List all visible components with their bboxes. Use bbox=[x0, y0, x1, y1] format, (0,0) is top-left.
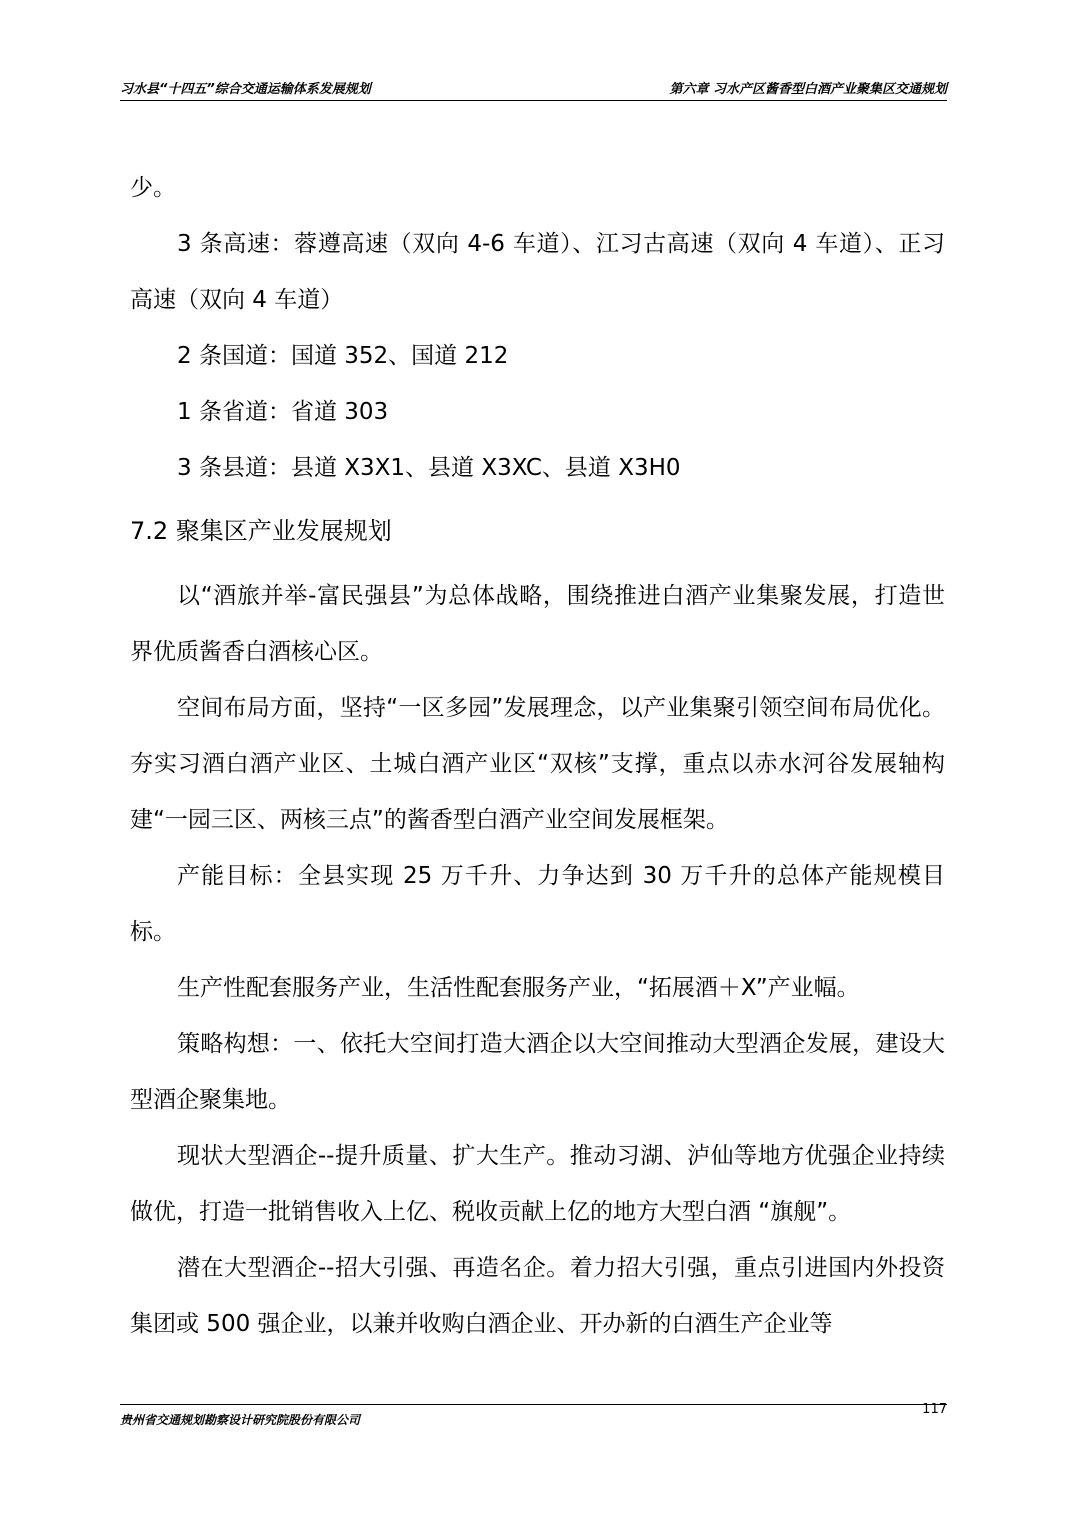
paragraph-continuation: 少。 bbox=[130, 175, 176, 201]
page-footer bbox=[120, 1404, 947, 1429]
header-chapter-title: 第六章 习水产区酱香型白酒产业聚集区交通规划 bbox=[669, 82, 947, 97]
paragraph-provincial-road: 1 条省道：省道 303 bbox=[177, 399, 389, 425]
page-number: 117 bbox=[922, 1402, 947, 1417]
paragraph-existing-enterprises: 现状大型酒企--提升质量、扩大生产。推动习湖、泸仙等地方优强企业持续做优，打造一批销售收入上亿、税收贡献上亿的地方大型白酒 “旗舰”。 bbox=[130, 1143, 945, 1225]
paragraph-capacity-target: 产能目标：全县实现 25 万千升、力争达到 30 万千升的总体产能规模目标。 bbox=[130, 863, 945, 945]
section-heading: 7.2 聚集区产业发展规划 bbox=[130, 517, 392, 545]
paragraph-strategy-concept: 策略构想：一、依托大空间打造大酒企以大空间推动大型酒企发展，建设大型酒企聚集地。 bbox=[130, 1031, 945, 1113]
footer-company: 贵州省交通规划勘察设计研究院股份有限公司 bbox=[120, 1413, 361, 1427]
paragraph-national-roads: 2 条国道：国道 352、国道 212 bbox=[177, 343, 509, 369]
paragraph-spatial-layout: 空间布局方面，坚持“一区多园”发展理念，以产业集聚引领空间布局优化。夯实习酒白酒产业区、土城白酒产业区“双核”支撑，重点以赤水河谷发展轴构建“一园三区、两核三点”的酱香型白酒产业空间发展框架。 bbox=[130, 695, 945, 833]
paragraph-strategy: 以“酒旅并举-富民强县”为总体战略，围绕推进白酒产业集聚发展，打造世界优质酱香白酒核心区。 bbox=[130, 583, 945, 665]
header-document-title: 习水县“十四五”综合交通运输体系发展规划 bbox=[120, 82, 371, 97]
paragraph-supporting-services: 生产性配套服务产业，生活性配套服务产业，“拓展酒＋X”产业幅。 bbox=[177, 975, 860, 1001]
paragraph-expressways: 3 条高速：蓉遵高速（双向 4-6 车道）、江习古高速（双向 4 车道）、正习高速（双向 4 车道） bbox=[130, 231, 945, 313]
paragraph-county-roads: 3 条县道：县道 X3X1、县道 X3XC、县道 X3H0 bbox=[177, 455, 681, 481]
page-body bbox=[130, 160, 945, 1352]
paragraph-potential-enterprises: 潜在大型酒企--招大引强、再造名企。着力招大引强，重点引进国内外投资集团或 500 强企业，以兼并收购白酒企业、开办新的白酒生产企业等 bbox=[130, 1255, 945, 1337]
page-header bbox=[120, 76, 947, 101]
